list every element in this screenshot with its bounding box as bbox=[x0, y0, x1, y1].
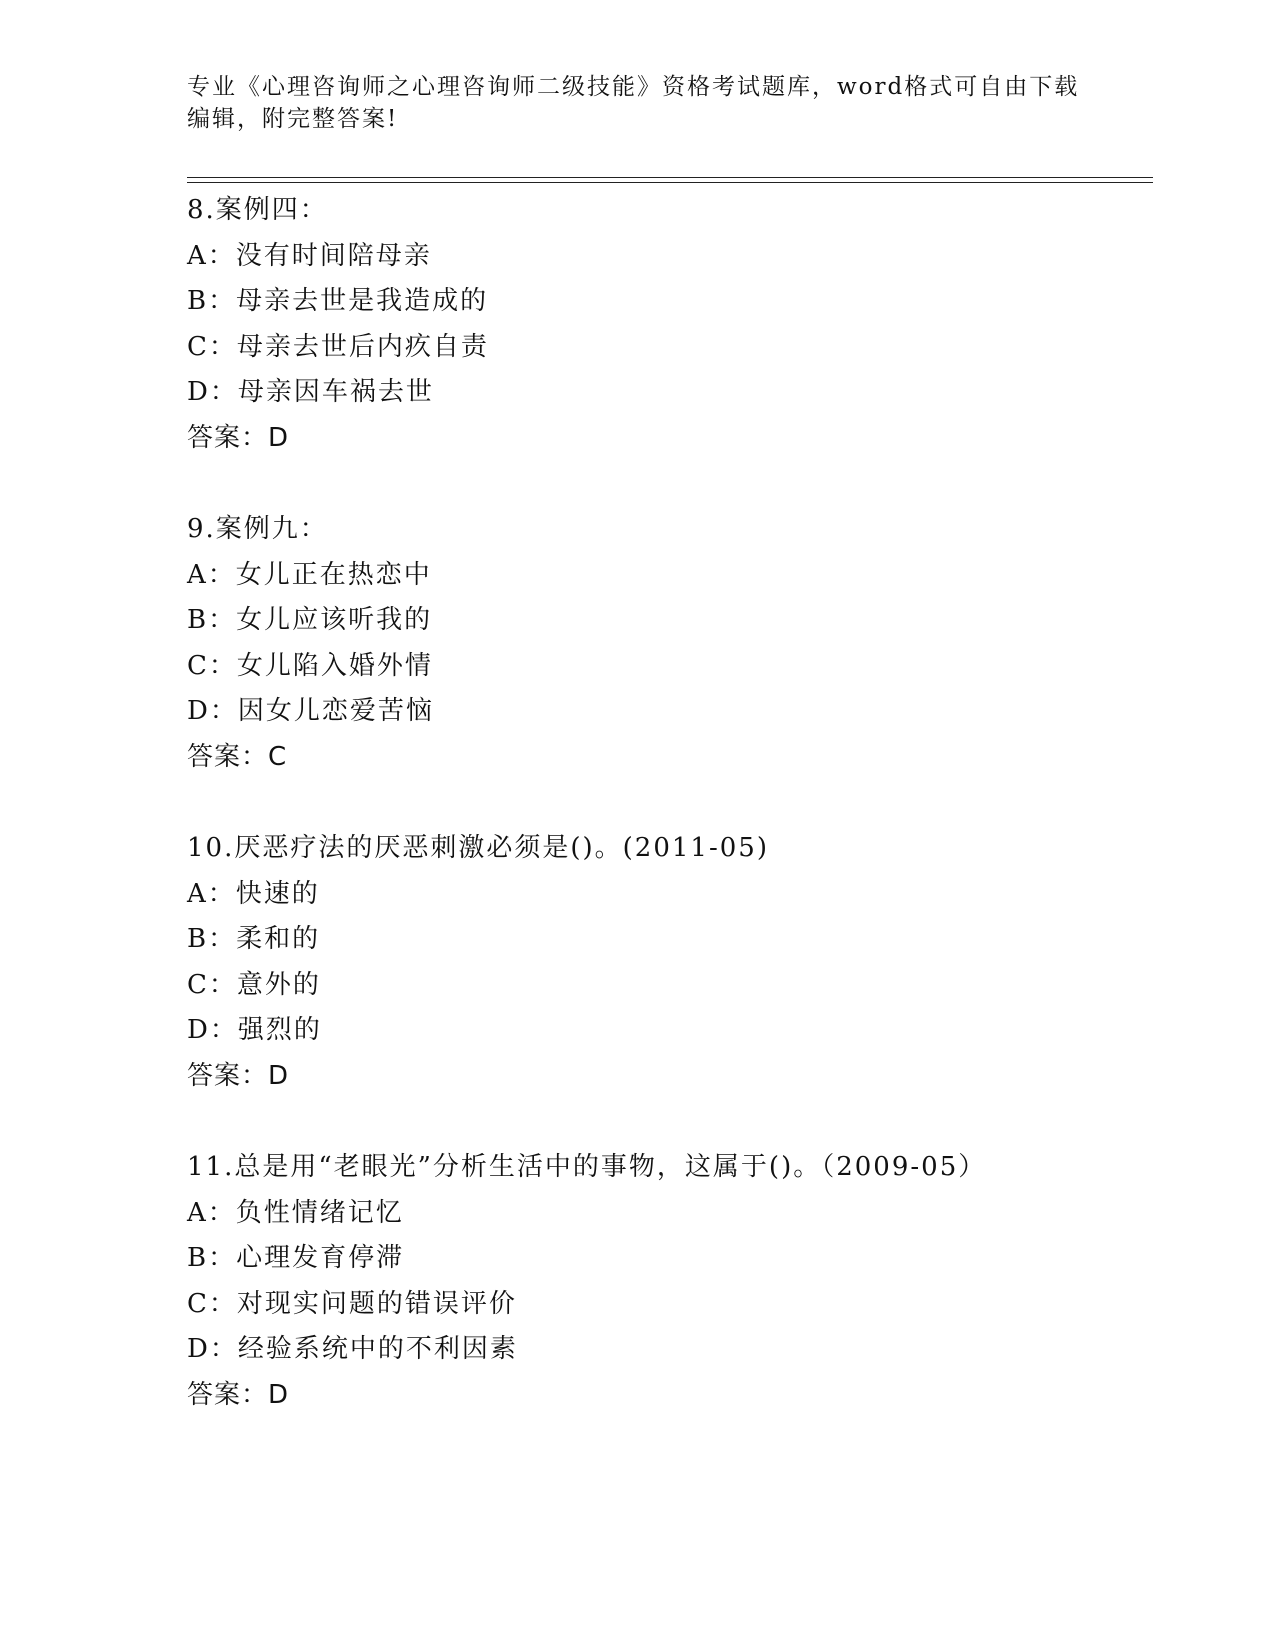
header-divider-bottom bbox=[187, 182, 1153, 183]
header-divider-top bbox=[187, 177, 1153, 178]
header-line-1: 专业《心理咨询师之心理咨询师二级技能》资格考试题库，word格式可自由下载 bbox=[187, 74, 1080, 100]
option-a: A：负性情绪记忆 bbox=[187, 1197, 404, 1228]
document-header bbox=[187, 71, 1087, 135]
option-b: B：女儿应该听我的 bbox=[187, 605, 433, 635]
question-title: 10.厌恶疗法的厌恶刺激必须是()。(2011-05) bbox=[187, 833, 769, 863]
answer-line: 答案：D bbox=[187, 1379, 290, 1410]
option-b: B：心理发育停滞 bbox=[187, 1243, 405, 1273]
option-d: D：母亲因车祸去世 bbox=[187, 377, 434, 407]
question-title: 11.总是用“老眼光”分析生活中的事物，这属于()。（2009-05） bbox=[187, 1152, 987, 1182]
answer-line: 答案：D bbox=[187, 422, 290, 453]
option-d: D：强烈的 bbox=[187, 1015, 322, 1045]
question-block-9 bbox=[187, 514, 1147, 787]
question-block-8 bbox=[187, 195, 1147, 468]
answer-line: 答案：C bbox=[187, 741, 288, 772]
question-block-10 bbox=[187, 833, 1147, 1106]
question-block-11 bbox=[187, 1152, 1147, 1425]
option-c: C：女儿陷入婚外情 bbox=[187, 650, 433, 681]
option-a: A：没有时间陪母亲 bbox=[187, 240, 432, 271]
option-d: D：因女儿恋爱苦恼 bbox=[187, 696, 434, 726]
option-c: C：意外的 bbox=[187, 969, 321, 1000]
option-c: C：对现实问题的错误评价 bbox=[187, 1288, 517, 1319]
answer-line: 答案：D bbox=[187, 1060, 290, 1091]
question-title: 8.案例四： bbox=[187, 195, 328, 225]
header-line-2: 编辑，附完整答案! bbox=[187, 106, 399, 132]
option-b: B：母亲去世是我造成的 bbox=[187, 286, 489, 316]
option-b: B：柔和的 bbox=[187, 924, 321, 954]
option-a: A：快速的 bbox=[187, 878, 320, 909]
question-title: 9.案例九： bbox=[187, 514, 328, 544]
option-c: C：母亲去世后内疚自责 bbox=[187, 331, 489, 362]
option-d: D：经验系统中的不利因素 bbox=[187, 1334, 518, 1364]
option-a: A：女儿正在热恋中 bbox=[187, 559, 432, 590]
